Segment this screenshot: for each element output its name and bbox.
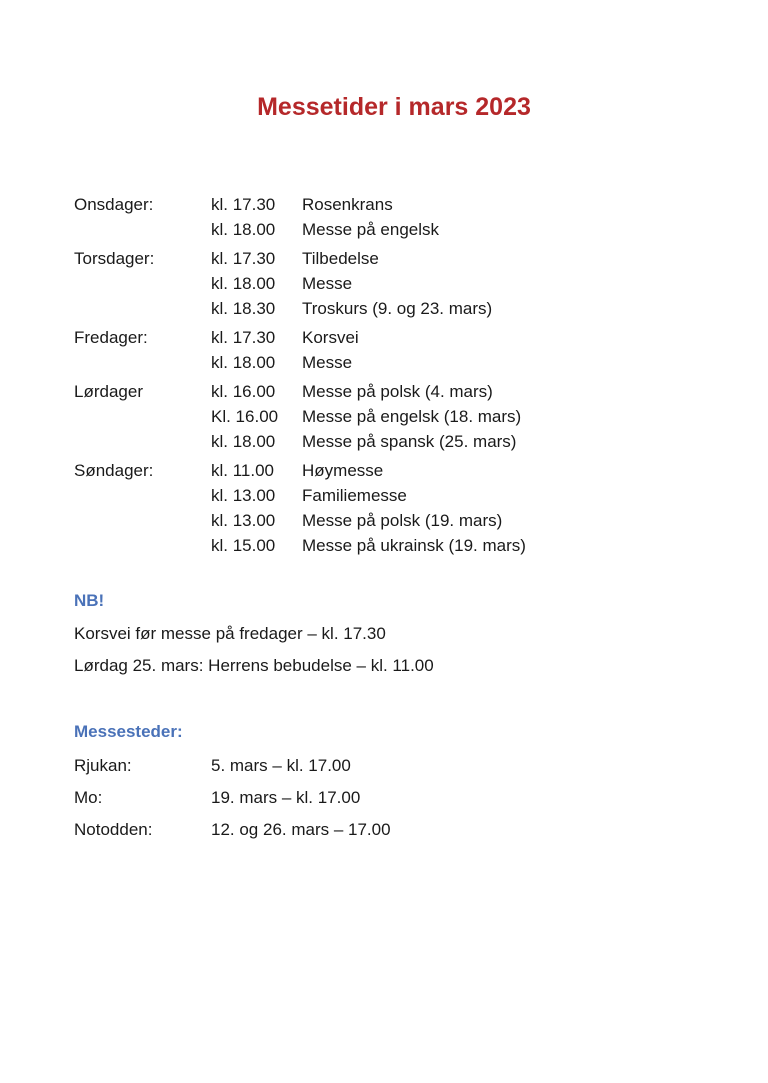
time-label: kl. 13.00 [211,486,276,505]
schedule-row [74,533,674,558]
schedule-row [74,458,674,483]
place-date: 5. mars – kl. 17.00 [211,756,351,775]
schedule-row [74,350,674,375]
day-group-sunday [74,458,674,558]
schedule-row [74,325,674,350]
event-label: Messe på polsk (19. mars) [302,511,503,530]
day-group-thursday [74,246,674,321]
place-name: Notodden: [74,820,153,839]
time-label: kl. 17.30 [211,195,276,214]
day-label: Onsdager: [74,195,154,214]
event-label: Messe på engelsk [302,220,440,239]
schedule-row [74,429,674,454]
place-row-mo [74,788,674,813]
place-date: 12. og 26. mars – 17.00 [211,820,391,839]
places-heading: Messesteder: [74,722,183,741]
place-row-notodden [74,820,674,845]
nb-note: Korsvei før messe på fredager – kl. 17.30 [74,624,386,643]
page-title: Messetider i mars 2023 [257,93,531,121]
event-label: Tilbedelse [302,249,379,268]
mass-schedule [74,192,674,562]
time-label: kl. 18.00 [211,432,276,451]
time-label: kl. 17.30 [211,249,276,268]
event-label: Familiemesse [302,486,407,505]
day-group-saturday [74,379,674,454]
schedule-row [74,404,674,429]
event-label: Messe på engelsk (18. mars) [302,407,522,426]
day-label: Torsdager: [74,249,155,268]
time-label: kl. 16.00 [211,382,276,401]
day-label: Fredager: [74,328,148,347]
event-label: Troskurs (9. og 23. mars) [302,299,493,318]
day-label: Lørdager [74,382,143,401]
time-label: kl. 18.00 [211,274,276,293]
day-group-wednesday [74,192,674,242]
day-label: Søndager: [74,461,154,480]
event-label: Messe [302,353,353,372]
time-label: kl. 13.00 [211,511,276,530]
time-label: kl. 17.30 [211,328,276,347]
place-name: Rjukan: [74,756,132,775]
schedule-row [74,217,674,242]
event-label: Rosenkrans [302,195,393,214]
schedule-row [74,271,674,296]
place-name: Mo: [74,788,103,807]
time-label: kl. 11.00 [211,461,275,480]
time-label: kl. 15.00 [211,536,276,555]
schedule-row [74,296,674,321]
time-label: kl. 18.00 [211,220,276,239]
time-label: kl. 18.00 [211,353,276,372]
day-group-friday [74,325,674,375]
time-label: Kl. 16.00 [211,407,279,426]
event-label: Messe [302,274,353,293]
nb-note: Lørdag 25. mars: Herrens bebudelse – kl. 11.00 [74,656,434,675]
time-label: kl. 18.30 [211,299,276,318]
event-label: Messe på polsk (4. mars) [302,382,493,401]
schedule-row [74,246,674,271]
place-date: 19. mars – kl. 17.00 [211,788,361,807]
place-row-rjukan [74,756,674,781]
schedule-row [74,508,674,533]
event-label: Messe på ukrainsk (19. mars) [302,536,526,555]
schedule-row [74,192,674,217]
event-label: Korsvei [302,328,359,347]
nb-heading: NB! [74,591,105,610]
schedule-row [74,483,674,508]
event-label: Høymesse [302,461,384,480]
event-label: Messe på spansk (25. mars) [302,432,517,451]
schedule-row [74,379,674,404]
